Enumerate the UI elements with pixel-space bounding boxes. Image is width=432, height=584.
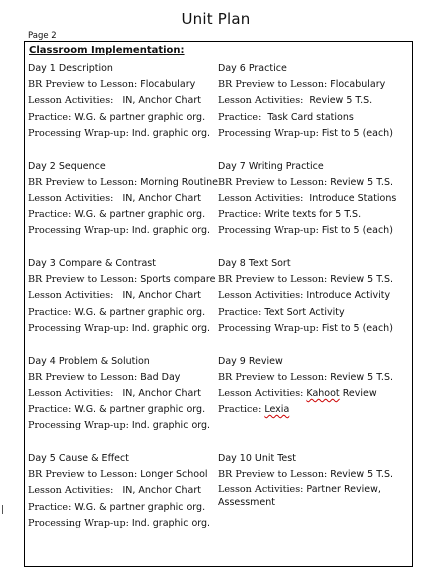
preview-label: BR Preview to Lesson: <box>218 79 328 91</box>
preview-line <box>218 175 413 191</box>
margin-mark <box>2 505 3 514</box>
practice-value: W.G. & partner graphic org. <box>74 111 206 123</box>
wrapup-label: Processing Wrap-up: <box>28 127 129 139</box>
preview-value: Flocabulary <box>140 79 196 91</box>
day-title: Day 2 Sequence <box>28 160 106 172</box>
preview-value: Flocabulary <box>330 79 386 91</box>
wrapup-value: Ind. graphic org. <box>131 127 211 139</box>
practice-label: Practice: <box>218 404 262 416</box>
day-title: Day 4 Problem & Solution <box>28 355 150 367</box>
activities-label: Lesson Activities: <box>28 95 114 107</box>
activities-value: IN, Anchor Chart <box>122 485 201 497</box>
practice-line <box>28 110 223 126</box>
wrapup-value: Fist to 5 (each) <box>321 225 393 237</box>
preview-line <box>28 272 223 288</box>
wrapup-value: Ind. graphic org. <box>131 322 211 334</box>
activities-line <box>28 191 223 207</box>
day-title: Day 5 Cause & Effect <box>28 453 129 464</box>
activities-label: Lesson Activities: <box>218 95 304 107</box>
activities-line <box>218 483 398 509</box>
practice-line <box>218 402 413 418</box>
practice-value: W.G. & partner graphic org. <box>74 501 206 513</box>
preview-value: Longer School <box>140 469 208 481</box>
day-block-8 <box>218 256 413 354</box>
preview-line <box>28 77 223 93</box>
preview-line <box>218 370 413 386</box>
wrapup-line <box>218 223 413 239</box>
activities-value: IN, Anchor Chart <box>122 387 201 399</box>
wrapup-label: Processing Wrap-up: <box>28 517 129 529</box>
practice-line <box>28 402 223 418</box>
preview-value: Morning Routine <box>140 176 218 188</box>
practice-value: W.G. & partner graphic org. <box>74 404 206 416</box>
preview-line <box>28 175 223 191</box>
preview-label: BR Preview to Lesson: <box>28 176 138 188</box>
practice-line <box>218 110 413 126</box>
activities-label: Lesson Activities: <box>218 387 304 399</box>
wrapup-label: Processing Wrap-up: <box>218 322 319 334</box>
preview-line <box>218 272 413 288</box>
activities-value: IN, Anchor Chart <box>122 95 201 107</box>
activities-value: IN, Anchor Chart <box>122 290 201 302</box>
activities-label: Lesson Activities: <box>28 387 114 399</box>
wrapup-line <box>28 321 223 337</box>
practice-line <box>28 500 223 516</box>
wrapup-value: Ind. graphic org. <box>131 517 211 529</box>
preview-line <box>218 467 413 483</box>
wrapup-label: Processing Wrap-up: <box>28 420 129 432</box>
day-block-9 <box>218 354 413 452</box>
practice-value: Lexia <box>264 404 290 416</box>
preview-label: BR Preview to Lesson: <box>218 371 328 383</box>
wrapup-value: Ind. graphic org. <box>131 420 211 432</box>
right-column <box>218 61 413 549</box>
activities-line <box>28 483 223 499</box>
preview-label: BR Preview to Lesson: <box>218 469 328 481</box>
practice-label: Practice: <box>218 306 262 318</box>
practice-line <box>218 207 413 223</box>
activities-line <box>218 191 413 207</box>
wrapup-line <box>218 321 413 337</box>
activities-line <box>28 93 223 109</box>
preview-value: Review 5 T.S. <box>330 371 393 383</box>
wrapup-line <box>28 418 223 434</box>
activities-value: Partner Review, Assessment <box>218 484 381 509</box>
preview-value: Review 5 T.S. <box>330 274 393 286</box>
activities-label: Lesson Activities: <box>218 290 304 302</box>
preview-label: BR Preview to Lesson: <box>218 176 328 188</box>
wrapup-label: Processing Wrap-up: <box>218 225 319 237</box>
day-title: Day 7 Writing Practice <box>218 160 324 172</box>
activities-value-rest: Review <box>342 387 377 399</box>
day-block-6 <box>218 61 413 159</box>
activities-value-kahoot: Kahoot <box>306 387 340 399</box>
activities-label: Lesson Activities: <box>28 192 114 204</box>
day-block-1 <box>28 61 223 159</box>
day-title: Day 1 Description <box>28 63 113 74</box>
practice-line <box>28 305 223 321</box>
activities-line <box>28 288 223 304</box>
wrapup-label: Processing Wrap-up: <box>28 225 129 237</box>
wrapup-line <box>28 516 223 532</box>
day-title: Day 10 Unit Test <box>218 453 296 464</box>
day-title: Day 6 Practice <box>218 63 287 74</box>
wrapup-line <box>28 126 223 142</box>
activities-label: Lesson Activities: <box>28 485 114 497</box>
preview-line <box>218 77 413 93</box>
activities-line <box>218 93 413 109</box>
preview-label: BR Preview to Lesson: <box>218 274 328 286</box>
preview-value: Sports compare <box>140 274 216 286</box>
practice-value: Task Card stations <box>267 111 354 123</box>
preview-value: Review 5 T.S. <box>330 469 393 481</box>
day-block-7 <box>218 159 413 257</box>
practice-label: Practice: <box>218 209 262 221</box>
activities-value: Introduce Activity <box>306 290 391 302</box>
left-column <box>28 61 223 549</box>
practice-value: W.G. & partner graphic org. <box>74 306 206 318</box>
practice-value: Write texts for 5 T.S. <box>264 209 362 221</box>
practice-label: Practice: <box>218 111 262 123</box>
day-title: Day 3 Compare & Contrast <box>28 258 156 269</box>
activities-line <box>218 288 413 304</box>
practice-label: Practice: <box>28 209 72 221</box>
preview-label: BR Preview to Lesson: <box>28 79 138 91</box>
practice-label: Practice: <box>28 111 72 123</box>
day-block-2 <box>28 159 223 257</box>
wrapup-label: Processing Wrap-up: <box>28 322 129 334</box>
day-title: Day 9 Review <box>218 355 283 367</box>
wrapup-line <box>218 126 413 142</box>
day-block-4 <box>28 354 223 452</box>
practice-line <box>28 207 223 223</box>
wrapup-line <box>28 223 223 239</box>
preview-label: BR Preview to Lesson: <box>28 371 138 383</box>
wrapup-value: Ind. graphic org. <box>131 225 211 237</box>
activities-label: Lesson Activities: <box>218 192 304 204</box>
preview-value: Review 5 T.S. <box>330 176 393 188</box>
wrapup-label: Processing Wrap-up: <box>218 127 319 139</box>
activities-value: IN, Anchor Chart <box>122 192 201 204</box>
preview-label: BR Preview to Lesson: <box>28 469 138 481</box>
wrapup-value: Fist to 5 (each) <box>321 322 393 334</box>
practice-label: Practice: <box>28 501 72 513</box>
activities-line <box>218 386 413 402</box>
activities-line <box>28 386 223 402</box>
day-title: Day 8 Text Sort <box>218 258 291 269</box>
activities-label: Lesson Activities: <box>28 290 114 302</box>
preview-label: BR Preview to Lesson: <box>28 274 138 286</box>
preview-line <box>28 370 223 386</box>
preview-value: Bad Day <box>140 371 181 383</box>
practice-label: Practice: <box>28 404 72 416</box>
activities-value: Review 5 T.S. <box>309 95 373 107</box>
activities-label: Lesson Activities: <box>218 484 304 496</box>
page-number: Page 2 <box>28 31 57 41</box>
document-title: Unit Plan <box>181 10 251 28</box>
activities-value: Introduce Stations <box>309 192 397 204</box>
practice-label: Practice: <box>28 306 72 318</box>
wrapup-value: Fist to 5 (each) <box>321 127 393 139</box>
day-block-10 <box>218 451 413 549</box>
practice-value: Text Sort Activity <box>264 306 345 318</box>
day-block-3 <box>28 256 223 354</box>
preview-line <box>28 467 223 483</box>
section-heading: Classroom Implementation: <box>29 45 185 56</box>
practice-value: W.G. & partner graphic org. <box>74 209 206 221</box>
practice-line <box>218 305 413 321</box>
day-block-5 <box>28 451 223 549</box>
